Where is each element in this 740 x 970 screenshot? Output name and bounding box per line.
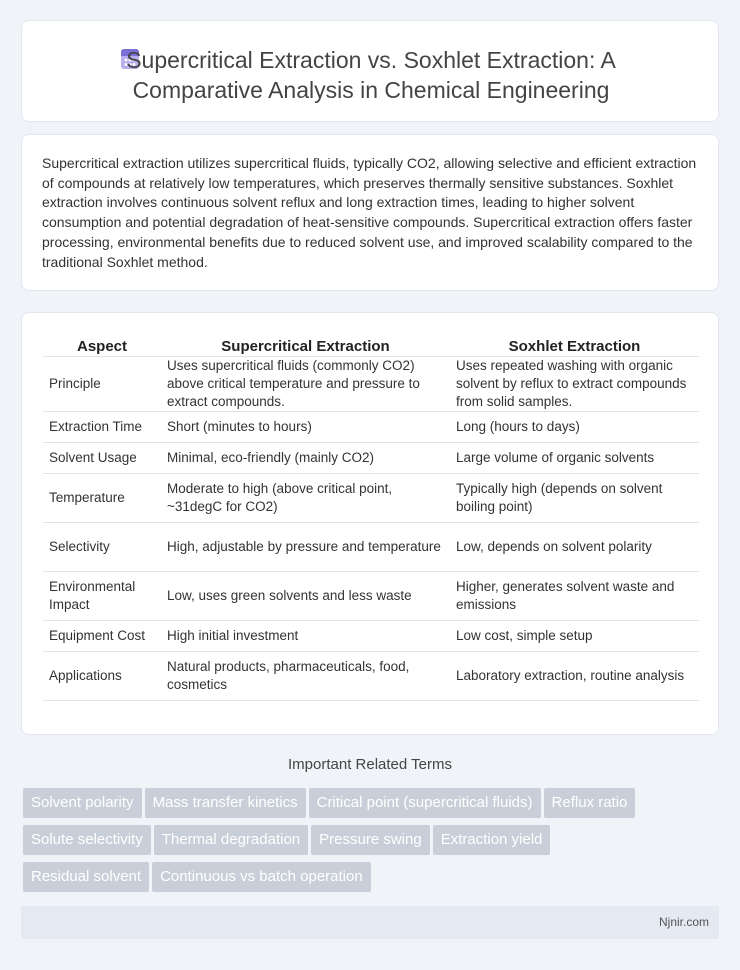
table-header-row: [43, 333, 699, 357]
table-row: [43, 474, 699, 523]
cell-supercritical: Moderate to high (above critical point, ~31degC for CO2): [161, 474, 450, 523]
cell-soxhlet: Large volume of organic solvents: [450, 443, 699, 474]
page-title: Supercritical Extraction vs. Soxhlet Extraction: A Comparative Analysis in Chemical Engineering: [126, 47, 616, 103]
summary-card: [21, 134, 719, 291]
term-tag[interactable]: Solute selectivity: [23, 825, 151, 855]
footer-bar: [21, 906, 719, 939]
cell-aspect: Equipment Cost: [43, 621, 161, 652]
cell-aspect: Principle: [43, 357, 161, 412]
cell-aspect: Environmental Impact: [43, 572, 161, 621]
cell-aspect: Selectivity: [43, 523, 161, 572]
cell-aspect: Extraction Time: [43, 412, 161, 443]
term-tag[interactable]: Critical point (supercritical fluids): [309, 788, 541, 818]
comparison-table-card: [21, 312, 719, 735]
cell-supercritical: Uses supercritical fluids (commonly CO2) above critical temperature and pressure to extract compounds.: [161, 357, 450, 412]
cell-soxhlet: Long (hours to days): [450, 412, 699, 443]
cell-supercritical: Short (minutes to hours): [161, 412, 450, 443]
cell-supercritical: High, adjustable by pressure and temperature: [161, 523, 450, 572]
cell-soxhlet: Low cost, simple setup: [450, 621, 699, 652]
related-terms-heading: Important Related Terms: [288, 756, 452, 773]
term-tag[interactable]: Extraction yield: [433, 825, 551, 855]
table-row: [43, 443, 699, 474]
cell-supercritical: Minimal, eco-friendly (mainly CO2): [161, 443, 450, 474]
cell-aspect: Applications: [43, 652, 161, 701]
header-supercritical: Supercritical Extraction: [161, 333, 450, 357]
related-terms-list: [23, 788, 723, 899]
table-row: [43, 357, 699, 412]
comparison-table: [43, 333, 699, 701]
term-tag[interactable]: Continuous vs batch operation: [152, 862, 371, 892]
table-row: [43, 621, 699, 652]
term-tag[interactable]: Thermal degradation: [154, 825, 308, 855]
footer-site-link[interactable]: Njnir.com: [658, 915, 709, 929]
table-row: [43, 652, 699, 701]
term-tag[interactable]: Solvent polarity: [23, 788, 142, 818]
cell-supercritical: Low, uses green solvents and less waste: [161, 572, 450, 621]
title-card: [21, 20, 719, 122]
header-soxhlet: Soxhlet Extraction: [450, 333, 699, 357]
term-tag[interactable]: Mass transfer kinetics: [145, 788, 306, 818]
table-row: [43, 412, 699, 443]
cell-aspect: Solvent Usage: [43, 443, 161, 474]
cell-soxhlet: Typically high (depends on solvent boiling point): [450, 474, 699, 523]
term-tag[interactable]: Pressure swing: [311, 825, 430, 855]
cell-soxhlet: Laboratory extraction, routine analysis: [450, 652, 699, 701]
summary-text: Supercritical extraction utilizes supercritical fluids, typically CO2, allowing selective and efficient extraction of compounds at relatively low temperatures, which preserves thermally sensitive substances. Soxhlet extraction involves continuous solvent reflux and long extraction times, leading to higher solvent consumption and potential degradation of heat-sensitive compounds. Supercritical extraction offers faster processing, environmental benefits due to reduced solvent use, and improved scalability compared to the traditional Soxhlet method.: [42, 155, 697, 270]
header-aspect: Aspect: [43, 333, 161, 357]
term-tag[interactable]: Reflux ratio: [544, 788, 636, 818]
cell-soxhlet: Low, depends on solvent polarity: [450, 523, 699, 572]
cell-soxhlet: Higher, generates solvent waste and emissions: [450, 572, 699, 621]
cell-supercritical: Natural products, pharmaceuticals, food, cosmetics: [161, 652, 450, 701]
cell-supercritical: High initial investment: [161, 621, 450, 652]
table-row: [43, 523, 699, 572]
table-row: [43, 572, 699, 621]
cell-soxhlet: Uses repeated washing with organic solvent by reflux to extract compounds from solid samples.: [450, 357, 699, 412]
cell-aspect: Temperature: [43, 474, 161, 523]
term-tag[interactable]: Residual solvent: [23, 862, 149, 892]
